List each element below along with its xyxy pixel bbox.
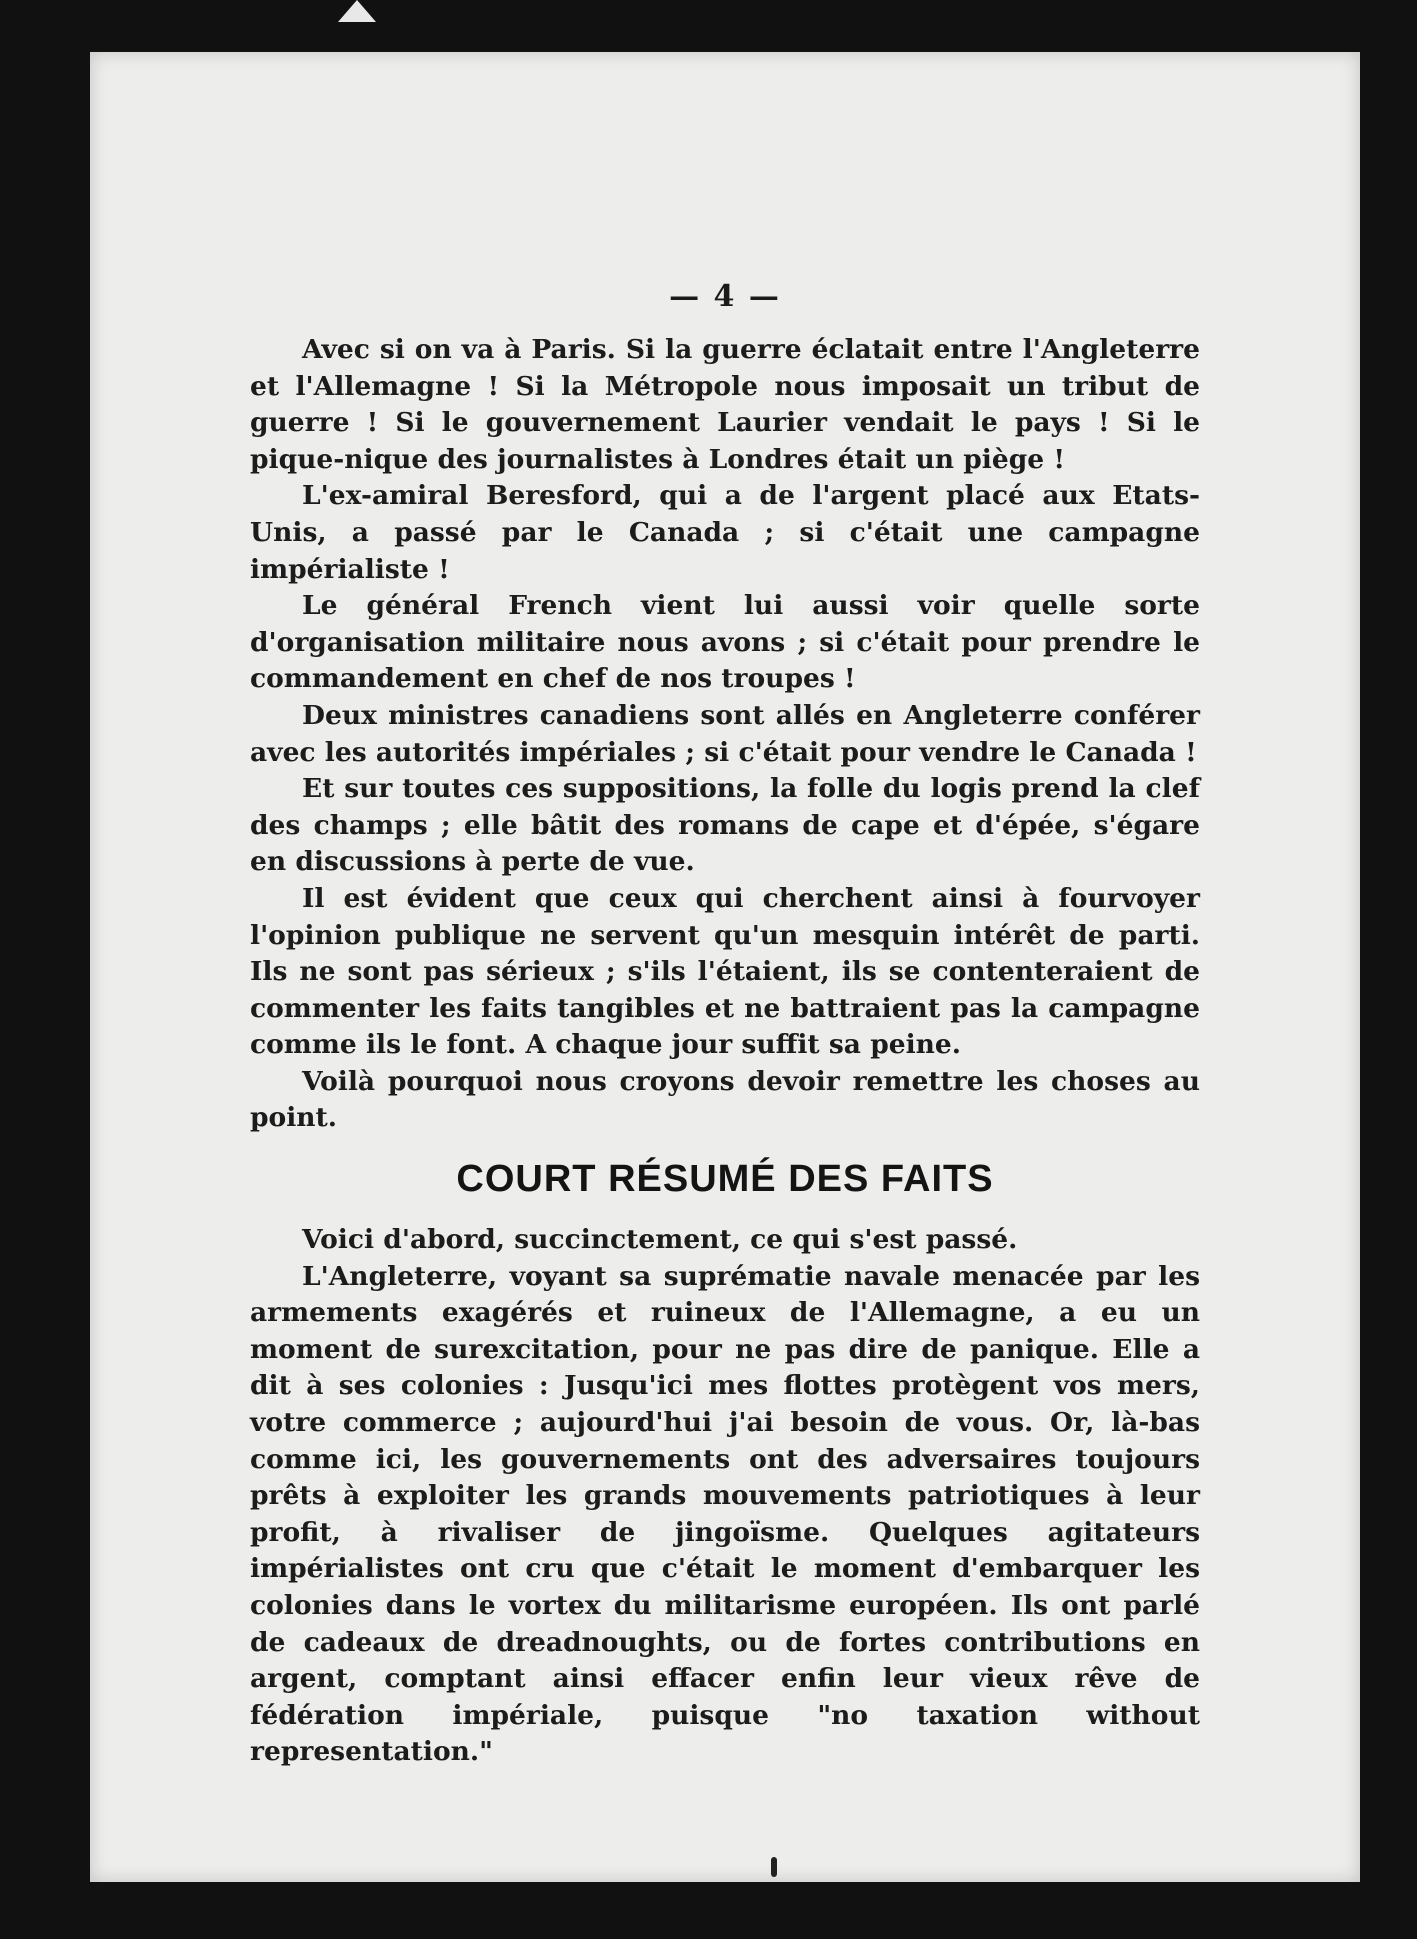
paragraph: Voilà pourquoi nous croyons devoir remettre les choses au point. <box>250 1065 1200 1134</box>
film-notch-mark <box>338 0 376 22</box>
paragraph: Et sur toutes ces suppositions, la folle du logis prend la clef des champs ; elle bâtit des romans de cape et d'épée, s'égare en discussions à perte de vue. <box>250 773 1200 878</box>
section-heading: COURT RÉSUMÉ DES FAITS <box>456 1158 994 1200</box>
paragraph: Le général French vient lui aussi voir quelle sorte d'organisation militaire nous avons ; si c'était pour prendre le commandement en chef de nos troupes ! <box>250 590 1200 695</box>
scanned-page <box>90 52 1360 1882</box>
paragraph: Il est évident que ceux qui cherchent ainsi à fourvoyer l'opinion publique ne servent qu'un mesquin intérêt de parti. Ils ne sont pas sérieux ; s'ils l'étaient, ils se contenteraient de commenter les faits tangibles et ne battraient pas la campagne comme ils le font. A chaque jour suffit sa peine. <box>250 882 1200 1061</box>
paragraph: Voici d'abord, succinctement, ce qui s'est passé. <box>302 1224 1018 1255</box>
paragraph: L'ex-amiral Beresford, qui a de l'argent placé aux Etats-Unis, a passé par le Canada ; si c'était une campagne impérialiste ! <box>250 480 1200 585</box>
paragraph: Deux ministres canadiens sont allés en Angleterre conférer avec les autorités impériales ; si c'était pour vendre le Canada ! <box>250 699 1200 768</box>
paragraph: L'Angleterre, voyant sa suprématie navale menacée par les armements exagérés et ruineux de l'Allemagne, a eu un moment de surexcitation, pour ne pas dire de panique. Elle a dit à ses colonies : Jusqu'ici mes flottes protègent vos mers, votre commerce ; aujourd'hui j'ai besoin de vous. Or, là-bas comme ici, les gouvernements ont des adversaires toujours prêts à exploiter les grands mouvements patriotiques à leur profit, à rivaliser de jingoïsme. Quelques agitateurs impérialistes ont cru que c'était le moment d'embarquer les colonies dans le vortex du militarisme européen. Ils ont parlé de cadeaux de dreadnoughts, ou de fortes contributions en argent, comptant ainsi effacer enfin leur vieux rêve de fédération impériale, puisque "no taxation without representation." <box>250 1260 1200 1768</box>
intro-text <box>250 332 1200 1137</box>
ink-mark-icon <box>771 1857 777 1877</box>
paragraph: Avec si on va à Paris. Si la guerre éclatait entre l'Angleterre et l'Allemagne ! Si la Métropole nous imposait un tribut de guerre ! Si le gouvernement Laurier vendait le pays ! Si le pique-nique des journalistes à Londres était un piège ! <box>250 334 1200 475</box>
page-number: — 4 — <box>669 279 781 314</box>
section-text <box>250 1222 1200 1771</box>
